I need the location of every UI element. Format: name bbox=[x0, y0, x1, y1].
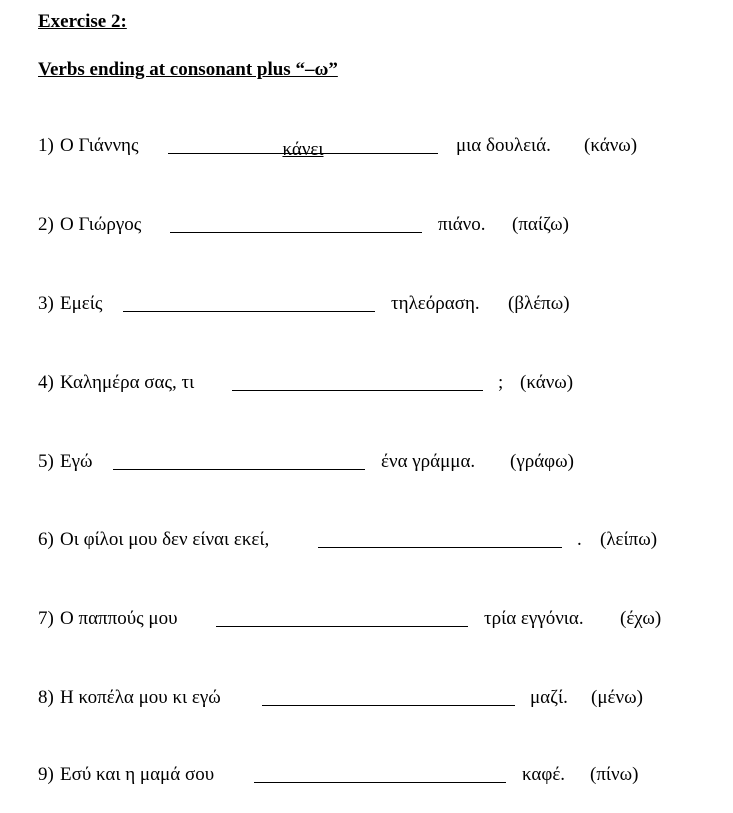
answer-blank[interactable] bbox=[318, 532, 562, 548]
item-hint: (γράφω) bbox=[510, 451, 574, 472]
item-text-before: Καλημέρα σας, τι bbox=[60, 372, 195, 393]
item-text-after: καφέ. bbox=[522, 764, 566, 785]
answer-blank[interactable] bbox=[232, 375, 483, 391]
item-text-before: Ο Γιάννης bbox=[60, 135, 139, 156]
answer-blank[interactable] bbox=[168, 138, 438, 160]
item-text-before: Εμείς bbox=[60, 293, 103, 314]
exercise-item-3 bbox=[38, 292, 718, 316]
item-text-after: πιάνο. bbox=[438, 214, 486, 235]
answer-blank[interactable] bbox=[254, 767, 506, 783]
item-text-after: . bbox=[577, 529, 582, 550]
item-number: 4) bbox=[38, 372, 54, 393]
item-number: 5) bbox=[38, 451, 54, 472]
exercise-item-6 bbox=[38, 528, 718, 552]
answer-blank[interactable] bbox=[123, 296, 375, 312]
exercise-subtitle: Verbs ending at consonant plus “–ω” bbox=[38, 59, 338, 80]
exercise-item-4 bbox=[38, 371, 718, 395]
item-text-after: τηλεόραση. bbox=[391, 293, 480, 314]
item-text-before: Ο παππούς μου bbox=[60, 608, 178, 629]
item-hint: (πίνω) bbox=[590, 764, 639, 785]
exercise-item-9 bbox=[38, 763, 718, 787]
item-text-after: τρία εγγόνια. bbox=[484, 608, 584, 629]
item-number: 9) bbox=[38, 764, 54, 785]
item-text-before: Η κοπέλα μου κι εγώ bbox=[60, 687, 221, 708]
exercise-item-7 bbox=[38, 607, 718, 631]
answer-blank[interactable] bbox=[113, 454, 365, 470]
item-number: 8) bbox=[38, 687, 54, 708]
item-hint: (παίζω) bbox=[512, 214, 569, 235]
item-hint: (κάνω) bbox=[520, 372, 574, 393]
item-text-after: ένα γράμμα. bbox=[381, 451, 476, 472]
item-hint: (έχω) bbox=[620, 608, 662, 629]
answer-blank[interactable] bbox=[262, 690, 515, 706]
item-number: 2) bbox=[38, 214, 54, 235]
item-text-after: ; bbox=[498, 372, 504, 393]
item-text-after: μαζί. bbox=[530, 687, 568, 708]
item-text-before: Εσύ και η μαμά σου bbox=[60, 764, 215, 785]
item-hint: (μένω) bbox=[591, 687, 643, 708]
answer-text: κάνει bbox=[282, 139, 324, 160]
exercise-item-5 bbox=[38, 450, 718, 474]
item-text-before: Εγώ bbox=[60, 451, 93, 472]
item-number: 1) bbox=[38, 135, 54, 156]
item-text-before: Ο Γιώργος bbox=[60, 214, 142, 235]
exercise-item-8 bbox=[38, 686, 718, 710]
item-hint: (βλέπω) bbox=[508, 293, 570, 314]
item-text-after: μια δουλειά. bbox=[456, 135, 551, 156]
item-hint: (κάνω) bbox=[584, 135, 638, 156]
item-number: 7) bbox=[38, 608, 54, 629]
item-hint: (λείπω) bbox=[600, 529, 658, 550]
item-number: 3) bbox=[38, 293, 54, 314]
exercise-title: Exercise 2: bbox=[38, 11, 127, 32]
exercise-item-2 bbox=[38, 213, 718, 237]
answer-blank[interactable] bbox=[170, 217, 422, 233]
item-text-before: Οι φίλοι μου δεν είναι εκεί, bbox=[60, 529, 270, 550]
item-number: 6) bbox=[38, 529, 54, 550]
answer-blank[interactable] bbox=[216, 611, 468, 627]
exercise-item-1 bbox=[38, 134, 718, 158]
